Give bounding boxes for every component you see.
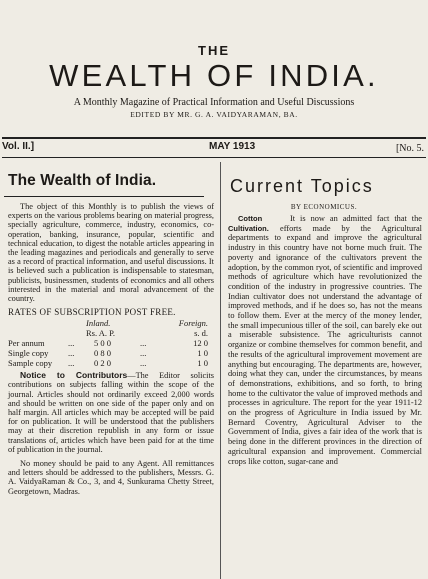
rate-dots: ...	[140, 358, 147, 369]
top-rule	[2, 137, 426, 139]
right-heading: Current Topics	[230, 176, 374, 196]
notice-text: —The Editor solicits contributions on subjects falling within the scope of the journal. Articles should not ordinarily exceed 2,000 words and should be written on one side of the paper only and on half margin. All articles which may be accepted will be paid for on publication. It will be understood that the publishers may at their discretion republish in any form or issue translations of, articles which have been paid for at the time of publication in the journal.	[8, 371, 214, 454]
rate-inland: 5 0 0	[94, 338, 111, 349]
column-divider	[220, 162, 221, 579]
table-row	[8, 358, 208, 368]
rate-dots: ...	[140, 338, 147, 349]
masthead-editor: EDITED BY MR. G. A. VAIDYARAMAN, BA.	[130, 110, 298, 119]
rates-table	[8, 318, 208, 368]
notice-title: Notice to Contributors	[20, 370, 128, 381]
rate-label: Sample copy	[8, 358, 53, 369]
byline: BY ECONOMICUS.	[290, 203, 358, 211]
rate-dots: ...	[68, 348, 75, 359]
rate-inland: 0 8 0	[94, 348, 111, 359]
current-topics-paragraph	[228, 214, 422, 466]
rate-label: Per annum	[8, 338, 45, 349]
side-title: Cotton Cultivation.	[228, 214, 269, 233]
table-row	[8, 348, 208, 358]
rates-units-foreign: s. d.	[194, 328, 208, 339]
rates-head-foreign: Foreign.	[178, 318, 208, 329]
issue-line	[2, 141, 424, 155]
masthead-the: THE	[198, 43, 230, 58]
issue-rule	[2, 157, 426, 158]
current-topics-text: It is now an admitted fact that the efforts made by the Agricultural departments to expand and improve the agricultural industry in this country have not borne much fruit. The poverty and ignorance of the cultivators prevent the adoption, by the common ryot, of scientific and improved methods of agriculture which have revolutionized the condition of the industry in progressive countries. The Indian cultivator does not understand the advantage of improved methods, and if he does so, has not the means to follow them. Ever at the mercy of the money lender, the small impecunious tiller of the soil, can barely eke out a miserable subsistence. The agriculturists cannot organize or combine themselves for common benefit, and the results of the agricultural improvement movement are anything but encouraging. The departments are, however, doing what they can, under the circumstances, by means of demonstrations, exhibitions, and so forth, to bring home to the cultivator the value of improved methods and processes in agriculture. The report for the year 1911-12 on the progress of Agriculture in India issued by Mr. Bernard Coventry, Agricultural Adviser to the Government of India, gives a fair idea of the work that is being done in the different provinces in the direction of agricultural expansion and improvement. Commercial crops like cotton, sugar-cane and	[228, 214, 422, 466]
table-row	[8, 338, 208, 348]
issue-number: [No. 5.	[395, 143, 424, 154]
left-column	[4, 170, 218, 579]
contributors-notice	[8, 371, 214, 454]
issue-date: MAY 1913	[209, 141, 256, 152]
masthead-title: WEALTH OF INDIA.	[49, 58, 379, 93]
rate-foreign: 1 0	[197, 358, 208, 369]
rates-title: RATES OF SUBSCRIPTION POST FREE.	[8, 307, 176, 318]
masthead-subtitle: A Monthly Magazine of Practical Information and Useful Discussions	[73, 97, 355, 108]
rate-inland: 0 2 0	[94, 358, 111, 369]
issue-volume: Vol. II.]	[2, 141, 35, 152]
rates-units-inland: Rs. A. P.	[86, 328, 116, 339]
left-heading-rule	[4, 196, 204, 197]
remittance-paragraph: No money should be paid to any Agent. All remittances and letters should be addressed to the publishers, Messrs. G. A. VaidyaRaman & Co., 3, and 4, Sunkurama Chetty Street, Georgetown, Madras.	[8, 459, 214, 496]
left-heading: The Wealth of India.	[8, 172, 157, 189]
rate-dots: ...	[68, 338, 75, 349]
rate-foreign: 12 0	[193, 338, 208, 349]
rate-dots: ...	[140, 348, 147, 359]
rate-dots: ...	[68, 358, 75, 369]
rate-foreign: 1 0	[197, 348, 208, 359]
rates-head-inland: Inland.	[86, 318, 111, 329]
rate-label: Single copy	[8, 348, 49, 359]
right-column	[224, 170, 424, 579]
object-paragraph: The object of this Monthly is to publish the views of experts on the various problems bearing on material progress, specially agriculture, commerce, industry, economics, co-operation, banking, insurance, popular, scientific and technical education, to digest the notable articles appearing in the leading magazines and periodicals and generally to serve as a record of practical information, and useful discussions. It is believed such a publication is indispensable to statesman, publicists, businessmen, students of economics and all others interested in the material and moral advancement of the country.	[8, 202, 214, 304]
